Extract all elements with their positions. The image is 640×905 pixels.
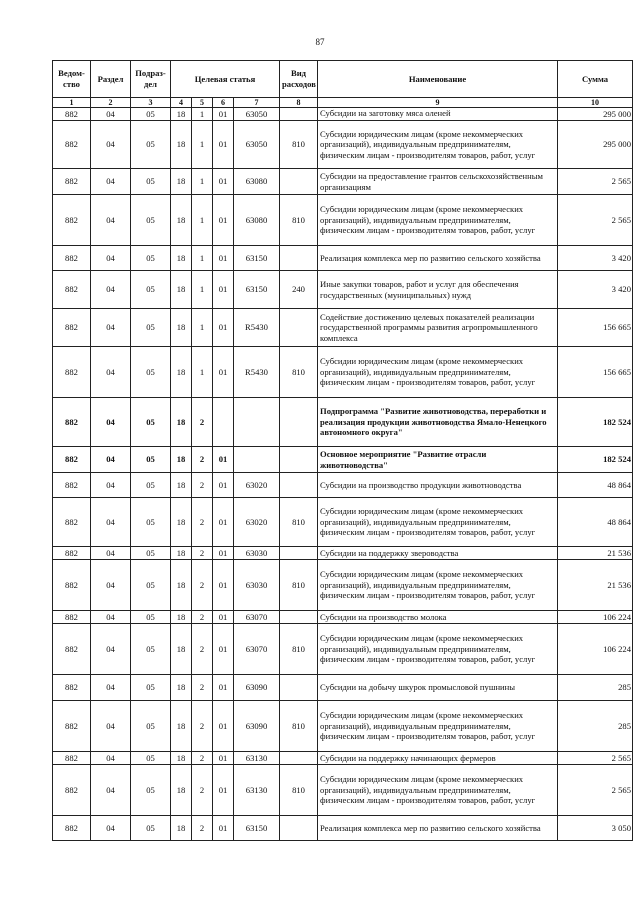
cell-section: 04 xyxy=(91,121,131,169)
cell-direction: 63030 xyxy=(234,560,280,611)
cell-subsection: 05 xyxy=(131,271,171,309)
cell-direction: 63070 xyxy=(234,611,280,624)
cell-section: 04 xyxy=(91,624,131,675)
table-row xyxy=(53,560,633,611)
cell-subprogram: 2 xyxy=(192,547,213,560)
cell-subprogram: 2 xyxy=(192,624,213,675)
table-row xyxy=(53,816,633,841)
cell-expense-type: 810 xyxy=(280,624,318,675)
cell-sum: 21 536 xyxy=(558,560,633,611)
cell-program: 18 xyxy=(171,816,192,841)
cell-subsection: 05 xyxy=(131,195,171,246)
cell-direction: 63030 xyxy=(234,547,280,560)
cell-sum: 156 665 xyxy=(558,309,633,347)
cell-program: 18 xyxy=(171,309,192,347)
cell-program: 18 xyxy=(171,675,192,701)
cell-subsection: 05 xyxy=(131,765,171,816)
cell-section: 04 xyxy=(91,271,131,309)
cell-subprogram: 1 xyxy=(192,309,213,347)
header-row xyxy=(53,61,633,98)
cell-section: 04 xyxy=(91,169,131,195)
cell-name: Субсидии на поддержку начинающих фермеров xyxy=(318,752,558,765)
cell-subsection: 05 xyxy=(131,121,171,169)
cell-subsection: 05 xyxy=(131,398,171,447)
cell-program: 18 xyxy=(171,347,192,398)
cell-subsection: 05 xyxy=(131,560,171,611)
cell-expense-type xyxy=(280,675,318,701)
cell-sum: 48 864 xyxy=(558,498,633,547)
cell-subsection: 05 xyxy=(131,108,171,121)
cell-subsection: 05 xyxy=(131,473,171,498)
cell-activity xyxy=(213,398,234,447)
cell-name: Субсидии юридическим лицам (кроме некоммерческих организаций), индивидуальным предпринимателям, физическим лицам - производителям товаров, работ, услуг xyxy=(318,347,558,398)
cell-subsection: 05 xyxy=(131,611,171,624)
cell-activity: 01 xyxy=(213,560,234,611)
cell-section: 04 xyxy=(91,611,131,624)
header-name: Наименование xyxy=(318,61,558,98)
cell-activity: 01 xyxy=(213,246,234,271)
cell-section: 04 xyxy=(91,108,131,121)
cell-department: 882 xyxy=(53,624,91,675)
cell-section: 04 xyxy=(91,498,131,547)
cell-subsection: 05 xyxy=(131,624,171,675)
table-row xyxy=(53,701,633,752)
cell-expense-type: 810 xyxy=(280,121,318,169)
cell-direction: 63090 xyxy=(234,675,280,701)
table-row xyxy=(53,752,633,765)
cell-section: 04 xyxy=(91,701,131,752)
cell-subprogram: 2 xyxy=(192,675,213,701)
cell-expense-type xyxy=(280,169,318,195)
cell-subprogram: 2 xyxy=(192,752,213,765)
cell-direction: 63130 xyxy=(234,752,280,765)
cell-expense-type xyxy=(280,752,318,765)
cell-expense-type: 240 xyxy=(280,271,318,309)
cell-direction xyxy=(234,447,280,473)
cell-name: Субсидии на производство продукции животноводства xyxy=(318,473,558,498)
cell-subprogram: 2 xyxy=(192,447,213,473)
cell-sum: 285 xyxy=(558,701,633,752)
cell-name: Основное мероприятие "Развитие отрасли животноводства" xyxy=(318,447,558,473)
cell-section: 04 xyxy=(91,560,131,611)
cell-program: 18 xyxy=(171,765,192,816)
cell-activity: 01 xyxy=(213,765,234,816)
table-row xyxy=(53,675,633,701)
cell-department: 882 xyxy=(53,765,91,816)
cell-section: 04 xyxy=(91,398,131,447)
cell-direction: 63050 xyxy=(234,121,280,169)
cell-program: 18 xyxy=(171,547,192,560)
cell-name: Содействие достижению целевых показателей реализации государственной программы развития агропромышленного комплекса xyxy=(318,309,558,347)
cell-sum: 48 864 xyxy=(558,473,633,498)
cell-sum: 2 565 xyxy=(558,765,633,816)
cell-department: 882 xyxy=(53,547,91,560)
cell-subsection: 05 xyxy=(131,752,171,765)
cell-program: 18 xyxy=(171,246,192,271)
cell-name: Субсидии юридическим лицам (кроме некоммерческих организаций), индивидуальным предпринимателям, физическим лицам - производителям товаров, работ, услуг xyxy=(318,701,558,752)
cell-subprogram: 1 xyxy=(192,195,213,246)
table-row xyxy=(53,271,633,309)
cell-name: Субсидии на заготовку мяса оленей xyxy=(318,108,558,121)
cell-name: Субсидии юридическим лицам (кроме некоммерческих организаций), индивидуальным предпринимателям, физическим лицам - производителям товаров, работ, услуг xyxy=(318,498,558,547)
cell-activity: 01 xyxy=(213,701,234,752)
budget-table xyxy=(52,60,633,841)
cell-subprogram: 2 xyxy=(192,398,213,447)
cell-activity: 01 xyxy=(213,347,234,398)
cell-subprogram: 2 xyxy=(192,765,213,816)
cell-subsection: 05 xyxy=(131,816,171,841)
cell-subsection: 05 xyxy=(131,675,171,701)
cell-name: Субсидии юридическим лицам (кроме некоммерческих организаций), индивидуальным предпринимателям, физическим лицам - производителям товаров, работ, услуг xyxy=(318,765,558,816)
cell-department: 882 xyxy=(53,611,91,624)
cell-subsection: 05 xyxy=(131,347,171,398)
cell-department: 882 xyxy=(53,752,91,765)
cell-subsection: 05 xyxy=(131,309,171,347)
column-number: 6 xyxy=(213,98,234,108)
header-target-article: Целевая статья xyxy=(171,61,280,98)
cell-subprogram: 1 xyxy=(192,169,213,195)
cell-name: Субсидии на поддержку звероводства xyxy=(318,547,558,560)
cell-direction: 63080 xyxy=(234,195,280,246)
cell-sum: 156 665 xyxy=(558,347,633,398)
cell-department: 882 xyxy=(53,309,91,347)
cell-subprogram: 2 xyxy=(192,701,213,752)
cell-expense-type: 810 xyxy=(280,560,318,611)
cell-department: 882 xyxy=(53,701,91,752)
cell-expense-type xyxy=(280,547,318,560)
cell-subprogram: 1 xyxy=(192,347,213,398)
cell-activity: 01 xyxy=(213,121,234,169)
cell-expense-type xyxy=(280,816,318,841)
cell-subprogram: 2 xyxy=(192,816,213,841)
cell-sum: 295 000 xyxy=(558,121,633,169)
cell-program: 18 xyxy=(171,752,192,765)
cell-sum: 106 224 xyxy=(558,624,633,675)
cell-direction xyxy=(234,398,280,447)
cell-section: 04 xyxy=(91,347,131,398)
cell-section: 04 xyxy=(91,309,131,347)
cell-expense-type xyxy=(280,398,318,447)
cell-activity: 01 xyxy=(213,816,234,841)
cell-activity: 01 xyxy=(213,498,234,547)
cell-department: 882 xyxy=(53,246,91,271)
cell-direction: 63020 xyxy=(234,473,280,498)
cell-program: 18 xyxy=(171,701,192,752)
cell-program: 18 xyxy=(171,498,192,547)
cell-subprogram: 1 xyxy=(192,121,213,169)
table-row xyxy=(53,547,633,560)
cell-activity: 01 xyxy=(213,611,234,624)
cell-section: 04 xyxy=(91,816,131,841)
column-numbers-row xyxy=(53,98,633,108)
cell-subprogram: 1 xyxy=(192,271,213,309)
table-row xyxy=(53,169,633,195)
cell-program: 18 xyxy=(171,398,192,447)
cell-section: 04 xyxy=(91,765,131,816)
cell-section: 04 xyxy=(91,195,131,246)
cell-expense-type: 810 xyxy=(280,701,318,752)
cell-subsection: 05 xyxy=(131,447,171,473)
cell-department: 882 xyxy=(53,271,91,309)
table-row xyxy=(53,611,633,624)
cell-section: 04 xyxy=(91,473,131,498)
cell-department: 882 xyxy=(53,108,91,121)
column-number: 2 xyxy=(91,98,131,108)
cell-program: 18 xyxy=(171,195,192,246)
cell-direction: 63090 xyxy=(234,701,280,752)
header-dept: Ведом-ство xyxy=(53,61,91,98)
cell-name: Субсидии юридическим лицам (кроме некоммерческих организаций), индивидуальным предпринимателям, физическим лицам - производителям товаров, работ, услуг xyxy=(318,560,558,611)
cell-sum: 295 000 xyxy=(558,108,633,121)
cell-department: 882 xyxy=(53,347,91,398)
cell-direction: 63050 xyxy=(234,108,280,121)
cell-program: 18 xyxy=(171,108,192,121)
table-row xyxy=(53,121,633,169)
header-subsection: Подраз-дел xyxy=(131,61,171,98)
cell-program: 18 xyxy=(171,271,192,309)
cell-name: Субсидии на предоставление грантов сельскохозяйственным организациям xyxy=(318,169,558,195)
cell-sum: 2 565 xyxy=(558,752,633,765)
cell-expense-type: 810 xyxy=(280,765,318,816)
cell-direction: 63070 xyxy=(234,624,280,675)
cell-direction: 63080 xyxy=(234,169,280,195)
cell-direction: 63130 xyxy=(234,765,280,816)
cell-sum: 3 050 xyxy=(558,816,633,841)
column-number: 3 xyxy=(131,98,171,108)
cell-direction: R5430 xyxy=(234,347,280,398)
cell-sum: 106 224 xyxy=(558,611,633,624)
cell-subsection: 05 xyxy=(131,246,171,271)
cell-section: 04 xyxy=(91,246,131,271)
cell-activity: 01 xyxy=(213,169,234,195)
cell-program: 18 xyxy=(171,611,192,624)
cell-program: 18 xyxy=(171,624,192,675)
cell-sum: 3 420 xyxy=(558,271,633,309)
cell-department: 882 xyxy=(53,560,91,611)
cell-program: 18 xyxy=(171,447,192,473)
cell-expense-type: 810 xyxy=(280,195,318,246)
table-row xyxy=(53,498,633,547)
cell-subprogram: 2 xyxy=(192,498,213,547)
cell-department: 882 xyxy=(53,447,91,473)
cell-activity: 01 xyxy=(213,309,234,347)
cell-name: Субсидии юридическим лицам (кроме некоммерческих организаций), индивидуальным предпринимателям, физическим лицам - производителям товаров, работ, услуг xyxy=(318,121,558,169)
cell-name: Субсидии на добычу шкурок промысловой пушнины xyxy=(318,675,558,701)
cell-sum: 285 xyxy=(558,675,633,701)
cell-direction: 63020 xyxy=(234,498,280,547)
cell-department: 882 xyxy=(53,498,91,547)
cell-activity: 01 xyxy=(213,547,234,560)
cell-expense-type xyxy=(280,611,318,624)
cell-sum: 2 565 xyxy=(558,195,633,246)
cell-department: 882 xyxy=(53,195,91,246)
cell-section: 04 xyxy=(91,547,131,560)
cell-activity: 01 xyxy=(213,195,234,246)
table-row xyxy=(53,195,633,246)
table-row xyxy=(53,624,633,675)
table-row xyxy=(53,347,633,398)
header-sum: Сумма xyxy=(558,61,633,98)
cell-activity: 01 xyxy=(213,624,234,675)
cell-name: Иные закупки товаров, работ и услуг для обеспечения государственных (муниципальных) нужд xyxy=(318,271,558,309)
column-number: 8 xyxy=(280,98,318,108)
table-row xyxy=(53,246,633,271)
cell-sum: 2 565 xyxy=(558,169,633,195)
cell-activity: 01 xyxy=(213,271,234,309)
cell-subprogram: 1 xyxy=(192,108,213,121)
cell-program: 18 xyxy=(171,473,192,498)
column-number: 4 xyxy=(171,98,192,108)
cell-subsection: 05 xyxy=(131,498,171,547)
cell-section: 04 xyxy=(91,447,131,473)
cell-department: 882 xyxy=(53,121,91,169)
cell-activity: 01 xyxy=(213,447,234,473)
cell-expense-type xyxy=(280,246,318,271)
cell-sum: 182 524 xyxy=(558,398,633,447)
table-row xyxy=(53,447,633,473)
cell-activity: 01 xyxy=(213,473,234,498)
cell-direction: 63150 xyxy=(234,271,280,309)
cell-expense-type xyxy=(280,108,318,121)
cell-expense-type xyxy=(280,309,318,347)
table-row xyxy=(53,765,633,816)
cell-name: Реализация комплекса мер по развитию сельского хозяйства xyxy=(318,816,558,841)
cell-department: 882 xyxy=(53,675,91,701)
cell-program: 18 xyxy=(171,169,192,195)
cell-activity: 01 xyxy=(213,752,234,765)
cell-department: 882 xyxy=(53,473,91,498)
table-row xyxy=(53,309,633,347)
cell-activity: 01 xyxy=(213,108,234,121)
cell-direction: R5430 xyxy=(234,309,280,347)
cell-sum: 3 420 xyxy=(558,246,633,271)
cell-subsection: 05 xyxy=(131,701,171,752)
cell-name: Субсидии юридическим лицам (кроме некоммерческих организаций), индивидуальным предпринимателям, физическим лицам - производителям товаров, работ, услуг xyxy=(318,195,558,246)
cell-subsection: 05 xyxy=(131,547,171,560)
header-expense-type: Вид расходов xyxy=(280,61,318,98)
page-number: 87 xyxy=(315,37,325,47)
header-section: Раздел xyxy=(91,61,131,98)
cell-direction: 63150 xyxy=(234,246,280,271)
cell-name: Субсидии юридическим лицам (кроме некоммерческих организаций), индивидуальным предпринимателям, физическим лицам - производителям товаров, работ, услуг xyxy=(318,624,558,675)
table-row xyxy=(53,108,633,121)
cell-expense-type xyxy=(280,473,318,498)
cell-expense-type: 810 xyxy=(280,347,318,398)
cell-subprogram: 2 xyxy=(192,560,213,611)
cell-name: Подпрограмма "Развитие животноводства, переработки и реализация продукции животноводства Ямало-Ненецкого автономного округа" xyxy=(318,398,558,447)
column-number: 5 xyxy=(192,98,213,108)
cell-direction: 63150 xyxy=(234,816,280,841)
cell-sum: 21 536 xyxy=(558,547,633,560)
cell-name: Реализация комплекса мер по развитию сельского хозяйства xyxy=(318,246,558,271)
column-number: 7 xyxy=(234,98,280,108)
cell-sum: 182 524 xyxy=(558,447,633,473)
cell-expense-type: 810 xyxy=(280,498,318,547)
cell-program: 18 xyxy=(171,121,192,169)
cell-activity: 01 xyxy=(213,675,234,701)
cell-section: 04 xyxy=(91,752,131,765)
cell-name: Субсидии на производство молока xyxy=(318,611,558,624)
cell-subprogram: 1 xyxy=(192,246,213,271)
cell-department: 882 xyxy=(53,816,91,841)
cell-department: 882 xyxy=(53,398,91,447)
column-number: 10 xyxy=(558,98,633,108)
cell-subprogram: 2 xyxy=(192,611,213,624)
cell-subprogram: 2 xyxy=(192,473,213,498)
table-row xyxy=(53,473,633,498)
cell-department: 882 xyxy=(53,169,91,195)
cell-program: 18 xyxy=(171,560,192,611)
cell-section: 04 xyxy=(91,675,131,701)
table-row xyxy=(53,398,633,447)
cell-expense-type xyxy=(280,447,318,473)
column-number: 1 xyxy=(53,98,91,108)
cell-subsection: 05 xyxy=(131,169,171,195)
column-number: 9 xyxy=(318,98,558,108)
